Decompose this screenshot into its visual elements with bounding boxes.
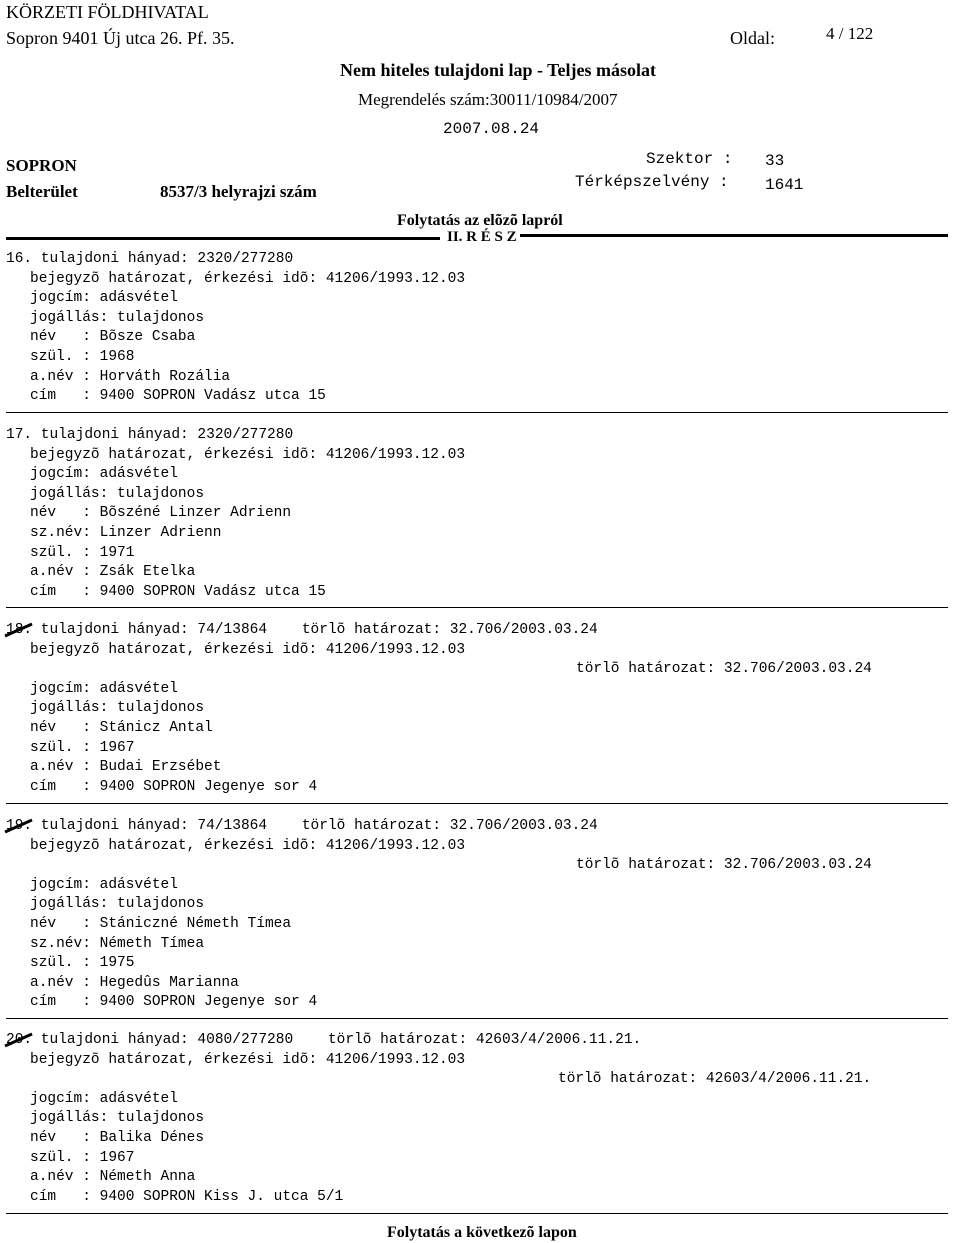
entry-line: szül. : 1975 [30,955,135,972]
owner-entry-deleted [6,817,946,1013]
entry-line: sz.név: Németh Tímea [30,935,205,952]
entry-line: cím : 9400 SOPRON Jegenye sor 4 [30,778,318,795]
office-name: KÖRZETI FÖLDHIVATAL [6,2,209,22]
document-date: 2007.08.24 [443,120,540,138]
entry-line: név : Stániczné Németh Tímea [30,915,292,932]
deletion-resolution: törlõ határozat: 32.706/2003.03.24 [301,622,598,638]
entry-line: szül. : 1971 [30,544,135,561]
entry-line: jogcím: adásvétel [30,466,178,483]
order-number: Megrendelés szám:30011/10984/2007 [358,90,618,109]
entry-line: a.név : Horváth Rozália [30,368,231,385]
owner-entry-deleted [6,621,946,797]
entry-number-label: 20. tulajdoni hányad: 4080/277280 [6,1032,294,1048]
entry-line: jogállás: tulajdonos [30,309,205,326]
entry-line: bejegyzõ határozat, érkezési idõ: 41206/1993.12.03 [30,1051,466,1068]
entry-divider [6,607,948,608]
map-sheet-label: Térképszelvény : [575,173,729,191]
entry-line: szül. : 1967 [30,1149,135,1166]
entry-divider [6,1018,948,1019]
document-title: Nem hiteles tulajdoni lap - Teljes másolat [340,60,657,80]
entry-line: jogcím: adásvétel [30,1090,178,1107]
deletion-resolution-right: törlõ határozat: 32.706/2003.03.24 [576,857,872,873]
section-part: II. R É S Z [447,229,517,245]
entry-header: 17. tulajdoni hányad: 2320/277280 [6,427,294,443]
section-rule-right [520,234,948,237]
entry-line: név : Balika Dénes [30,1129,205,1146]
entry-line: a.név : Zsák Etelka [30,564,196,581]
entry-line: jogállás: tulajdonos [30,1110,205,1127]
owner-entry [6,250,946,407]
deletion-resolution-right: törlõ határozat: 32.706/2003.03.24 [576,661,872,677]
office-address: Sopron 9401 Új utca 26. Pf. 35. [6,28,235,48]
entry-line: cím : 9400 SOPRON Kiss J. utca 5/1 [30,1188,344,1205]
entry-line: cím : 9400 SOPRON Vadász utca 15 [30,388,326,405]
page-number: 4 / 122 [826,24,874,43]
sector-value: 33 [765,152,785,170]
entry-number-label: 18. tulajdoni hányad: 74/13864 [6,622,268,638]
entry-line: jogcím: adásvétel [30,290,178,307]
entry-line: jogállás: tulajdonos [30,485,205,502]
page-label: Oldal: [730,28,775,48]
entry-line: név : Stánicz Antal [30,719,213,736]
entry-line: jogcím: adásvétel [30,680,178,697]
entry-line: bejegyzõ határozat, érkezési idõ: 41206/1993.12.03 [30,837,466,854]
entry-number-label: 19. tulajdoni hányad: 74/13864 [6,818,268,834]
entry-line: cím : 9400 SOPRON Vadász utca 15 [30,583,326,600]
entry-header [6,1031,946,1051]
entry-line: bejegyzõ határozat, érkezési idõ: 41206/1993.12.03 [30,270,466,287]
map-sheet-value: 1641 [765,176,804,194]
entry-line: név : Bõsze Csaba [30,329,196,346]
entry-header [6,817,946,837]
deletion-resolution: törlõ határozat: 42603/4/2006.11.21. [327,1032,642,1048]
entry-line: szül. : 1968 [30,348,135,365]
deletion-resolution: törlõ határozat: 32.706/2003.03.24 [301,818,598,834]
entry-line: szül. : 1967 [30,739,135,756]
town-name: SOPRON [6,156,77,175]
entry-line: név : Bõszéné Linzer Adrienn [30,505,292,522]
owner-entry-deleted [6,1031,946,1207]
entry-header [6,621,946,641]
owner-entry [6,426,946,602]
entry-line: jogállás: tulajdonos [30,896,205,913]
entry-header: 16. tulajdoni hányad: 2320/277280 [6,251,294,267]
entry-line: a.név : Budai Erzsébet [30,759,222,776]
deletion-resolution-right: törlõ határozat: 42603/4/2006.11.21. [558,1071,872,1087]
entry-divider [6,1213,948,1214]
entry-line: sz.név: Linzer Adrienn [30,524,222,541]
entry-line: jogállás: tulajdonos [30,700,205,717]
continued-from-previous: Folytatás az elõzõ lapról [397,212,563,229]
entry-line: jogcím: adásvétel [30,876,178,893]
continues-next-page: Folytatás a következõ lapon [387,1224,577,1241]
entry-divider [6,803,948,804]
entry-line: bejegyzõ határozat, érkezési idõ: 41206/1993.12.03 [30,641,466,658]
entry-divider [6,412,948,413]
area-name: Belterület [6,182,78,201]
entry-line: a.név : Hegedûs Marianna [30,974,239,991]
entry-line: bejegyzõ határozat, érkezési idõ: 41206/1993.12.03 [30,446,466,463]
entry-line: a.név : Németh Anna [30,1169,196,1186]
parcel-number: 8537/3 helyrajzi szám [160,182,317,201]
sector-label: Szektor : [646,150,733,168]
entry-line: cím : 9400 SOPRON Jegenye sor 4 [30,994,318,1011]
section-rule-left [6,237,440,240]
